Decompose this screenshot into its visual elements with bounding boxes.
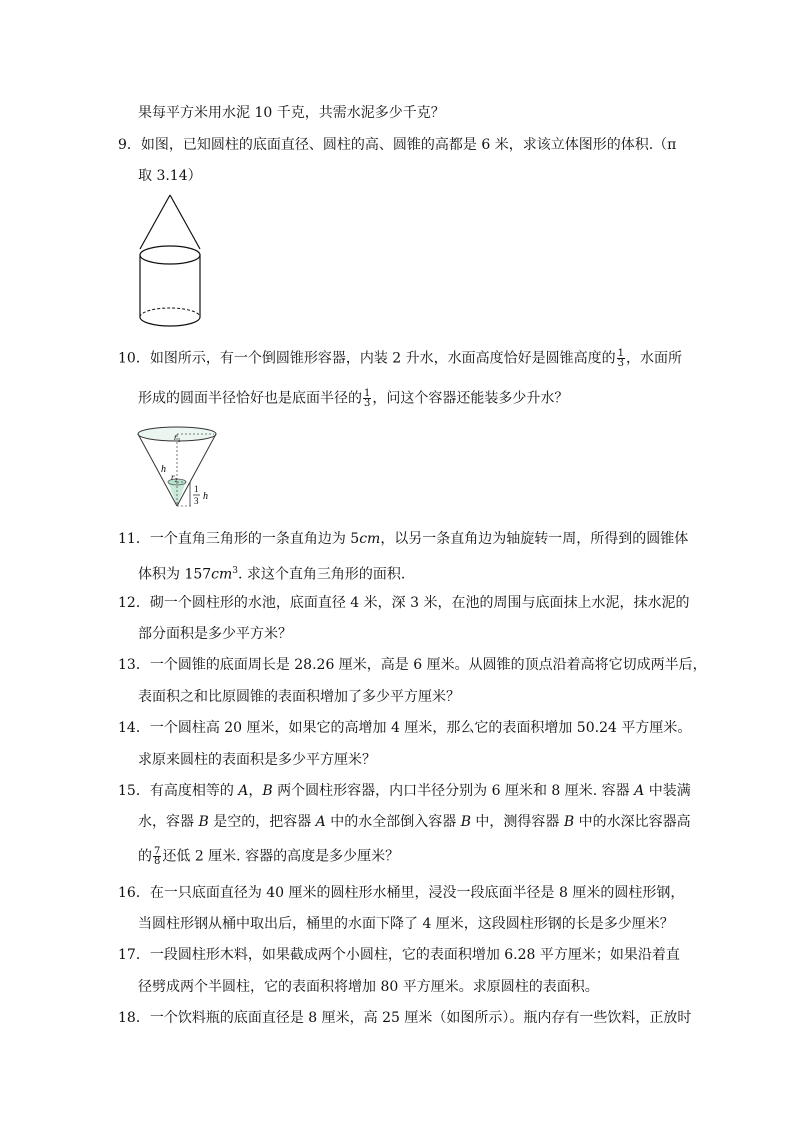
- q13-number: 13．: [118, 657, 150, 673]
- q14-line-2: 求原来圆柱的表面积是多少平方厘米？: [138, 752, 376, 768]
- q12-line-1: [118, 594, 689, 612]
- fraction-seven-eighths: [153, 847, 161, 866]
- q9-number: 9．: [118, 137, 141, 153]
- q13-text-1: 一个圆锥的底面周长是 28.26 厘米，高是 6 厘米。从圆锥的顶点沿着高将它切成两半后，: [149, 657, 707, 673]
- q14-number: 14．: [118, 720, 150, 736]
- q10-figure-inverted-cone: [134, 424, 234, 512]
- q12-number: 12．: [118, 595, 150, 611]
- q14-text-1: 一个圆柱高 20 厘米，如果它的高增加 4 厘米，那么它的表面积增加 50.24 平方厘米。: [149, 720, 692, 736]
- fraction-denominator: 3: [364, 398, 371, 409]
- q12-text-1: 砌一个圆柱形的水池，底面直径 4 米，深 3 米，在池的周围与底面抹上水泥，抹水泥的: [149, 595, 690, 611]
- q18-number: 18．: [118, 1010, 150, 1026]
- q13-line-2: 表面积之和比原圆锥的表面积增加了多少平方厘米？: [138, 689, 460, 705]
- q15-text: 的: [138, 848, 152, 865]
- q15-text: 是空的，把容器: [208, 814, 316, 830]
- q8-tail: 果每平方米用水泥 10 千克，共需水泥多少千克？: [138, 105, 445, 121]
- q11-text-2b: . 求这个直角三角形的面积.: [238, 566, 406, 583]
- q15-number: 15．: [118, 783, 150, 799]
- q16-line-2: 当圆柱形钢从桶中取出后，桶里的水面下降了 4 厘米，这段圆柱形钢的长是多少厘米？: [138, 916, 674, 932]
- var-b: B: [198, 814, 209, 830]
- var-b: B: [563, 814, 575, 830]
- label-h: h: [161, 464, 166, 475]
- q15-text: 还低 2 厘米. 容器的高度是多少厘米？: [162, 848, 400, 865]
- label-frac-num: 1: [194, 484, 199, 494]
- q11-unit: cm: [359, 531, 381, 547]
- label-r1: $r_1$: [174, 432, 181, 444]
- q16-text-1: 在一只底面直径为 40 厘米的圆柱形水桶里，浸没一段底面半径是 8 厘米的圆柱形钢，: [149, 885, 685, 901]
- q17-line-1: [118, 946, 680, 964]
- fraction-numerator: 7: [154, 846, 161, 857]
- q9-line-2: 取 3.14）: [138, 168, 202, 184]
- var-a: A: [634, 783, 645, 799]
- q15-text: 水，容器: [138, 814, 199, 830]
- q11-line-1: [118, 530, 688, 548]
- var-b: B: [262, 783, 273, 799]
- q10-text-2a: 形成的圆面半径恰好也是底面半径的: [138, 390, 362, 407]
- q15-line-2: [138, 813, 691, 831]
- var-a: A: [315, 814, 326, 830]
- q17-number: 17．: [118, 947, 150, 963]
- q15-line-1: [118, 782, 691, 800]
- q10-number: 10．: [118, 350, 150, 367]
- label-frac-h: h: [203, 491, 208, 502]
- q11-line-2: [138, 562, 405, 584]
- fraction-denominator: 3: [617, 358, 625, 369]
- fraction-numerator: 1: [617, 348, 625, 359]
- q9-figure-cone-cylinder: [136, 192, 206, 330]
- q17-text-1: 一段圆柱形木料，如果截成两个小圆柱，它的表面积增加 6.28 平方厘米；如果沿着直: [149, 947, 680, 963]
- q15-text: 中的水深比容器高: [574, 814, 691, 830]
- label-frac-den: 3: [194, 496, 199, 506]
- q13-line-1: [118, 656, 707, 674]
- q9-line-1: [118, 136, 676, 154]
- q15-text: 两个圆柱形容器，内口半径分别为 6 厘米和 8 厘米. 容器: [272, 783, 635, 799]
- fraction-denominator: 8: [154, 856, 161, 867]
- q15-line-3: [138, 847, 399, 866]
- q10-line-2: [138, 389, 568, 408]
- q11-unit-2: cm: [211, 566, 233, 583]
- var-b: B: [460, 814, 471, 830]
- q17-line-2: 径劈成两个半圆柱，它的表面积将增加 80 平方厘米。求原圆柱的表面积。: [138, 979, 599, 995]
- q14-line-1: [118, 719, 691, 737]
- q15-text: 中装满: [644, 783, 691, 799]
- q15-text: ，: [248, 783, 263, 799]
- label-r2: $r_2$: [171, 472, 178, 484]
- q18-text-1: 一个饮料瓶的底面直径是 8 厘米，高 25 厘米（如图所示）。瓶内存有一些饮料，正放时: [149, 1010, 692, 1026]
- q16-number: 16．: [118, 885, 150, 901]
- q15-text: 有高度相等的: [149, 783, 239, 799]
- var-a: A: [238, 783, 249, 799]
- q16-line-1: [118, 884, 684, 902]
- q10-text-2b: ，问这个容器还能装多少升水？: [372, 390, 569, 407]
- q11-text-2a: 体积为 157: [138, 566, 212, 583]
- q10-text-1a: 如图所示，有一个倒圆锥形容器，内装 2 升水，水面高度恰好是圆锥高度的: [149, 350, 616, 367]
- q11-text-1b: ，以另一条直角边为轴旋转一周，所得到的圆锥体: [380, 531, 689, 547]
- q15-text: 中的水全部倒入容器: [325, 814, 461, 830]
- q11-number: 11．: [118, 531, 150, 547]
- q9-text-1: 如图，已知圆柱的底面直径、圆柱的高、圆锥的高都是 6 米，求该立体图形的体积.（π: [140, 137, 677, 153]
- q12-line-2: 部分面积是多少平方米？: [138, 626, 292, 642]
- q10-text-1b: ，水面所: [626, 350, 683, 367]
- q11-text-1a: 一个直角三角形的一条直角边为 5: [149, 531, 360, 547]
- q15-text: 中，测得容器: [470, 814, 564, 830]
- q18-line-1: [118, 1009, 691, 1027]
- q11-exponent: 3: [232, 566, 239, 576]
- fraction-numerator: 1: [364, 388, 371, 399]
- fraction-one-third: [617, 349, 625, 368]
- fraction-one-third: [363, 389, 371, 408]
- q10-line-1: [118, 349, 682, 368]
